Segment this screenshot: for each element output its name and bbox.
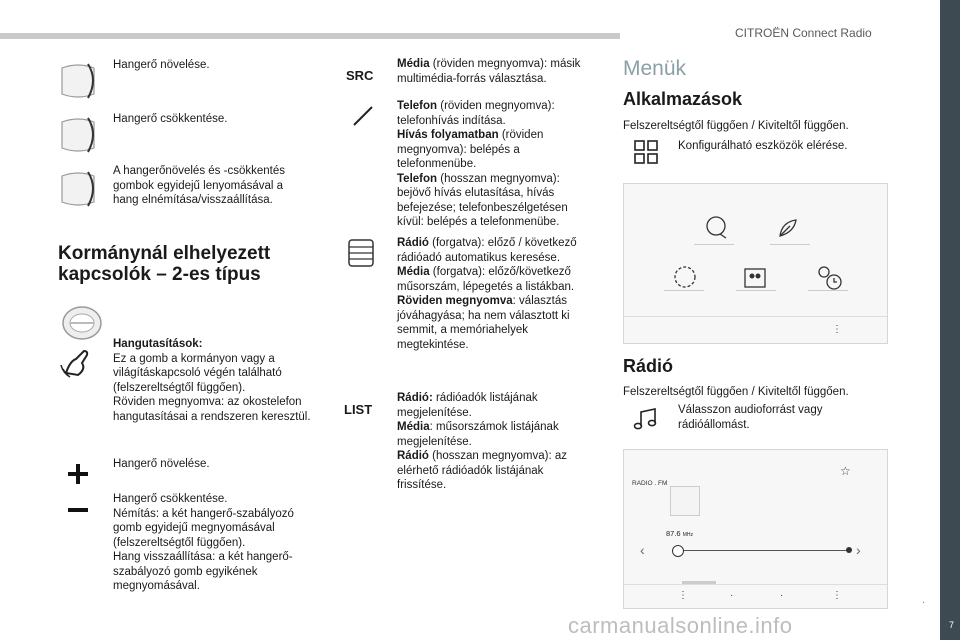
wheel-bold-3: Röviden megnyomva	[397, 295, 513, 307]
more-options-icon[interactable]: ⋮	[832, 324, 842, 335]
tel-bold-1: Telefon	[397, 100, 438, 112]
list-text-1: rádióadók listájának megjelenítése.	[397, 392, 538, 419]
presets-icon[interactable]: ⋮	[678, 590, 688, 601]
vol-down-text: Hangerő csökkentése.	[113, 113, 228, 125]
app-underline	[808, 290, 848, 291]
contacts-app-icon[interactable]	[742, 266, 768, 290]
src-text: (röviden megnyomva): másik multimédia-forrás választása.	[397, 58, 581, 85]
page-number: 7	[949, 620, 955, 630]
app-underline	[770, 244, 810, 245]
tel-text-3: (hosszan megnyomva): bejövő hívás elutasítása, hívás befejezése; telefonbeszélgetésen kívül: belépés a telefonmenübe.	[397, 172, 568, 228]
frequency-value: 87.6	[666, 529, 681, 538]
list-bold-3: Rádió	[397, 450, 429, 462]
wheel-bold-1: Rádió	[397, 237, 429, 249]
frequency-slider-thumb[interactable]	[672, 545, 684, 557]
apps-grid-icon	[633, 139, 659, 165]
frequency-unit: MHz	[682, 532, 693, 538]
frequency-slider-end	[846, 547, 852, 553]
radio-screen	[623, 449, 888, 609]
section-title-line1: Kormánynál elhelyezett	[58, 243, 271, 264]
radio-title: Rádió	[623, 356, 674, 376]
list-text-2: : műsorszámok listájának megjelenítése.	[397, 421, 559, 448]
tel-bold-3: Telefon	[397, 172, 438, 185]
wheel-block	[397, 236, 592, 352]
dot-icon[interactable]: ·	[730, 590, 734, 601]
tel-text-1: (röviden megnyomva): telefonhívás indítása.	[397, 100, 555, 127]
dot-icon[interactable]: ·	[780, 590, 784, 601]
right-edge-band	[940, 0, 960, 640]
wheel-text-1: (forgatva): előző / következő rádióadó automatikus keresése.	[397, 237, 577, 264]
list-block	[397, 391, 592, 493]
voice-block: Hangutasítások: Ez a gomb a kormányon vagy a világításkapcsoló végén található (felszereltségtől függően). Röviden megnyomva: az okostelefon hangutasításai a rendszeren keresztül.	[113, 337, 318, 424]
watermark: carmanualsonline.info	[568, 613, 793, 638]
header-title: CITROËN Connect Radio	[735, 26, 872, 40]
voice-title: Hangutasítások	[113, 338, 199, 350]
station-artwork	[670, 486, 700, 516]
more-options-icon[interactable]: ⋮	[832, 590, 842, 601]
climate-timer-app-icon[interactable]	[816, 264, 844, 292]
phone-icon	[350, 103, 376, 129]
list-label: LIST	[344, 402, 373, 417]
frequency-slider-track[interactable]	[672, 550, 850, 551]
plus-text: Hangerő növelése.	[113, 458, 210, 470]
screen-divider	[624, 316, 887, 317]
apps-title: Alkalmazások	[623, 89, 743, 109]
menu-title: Menük	[623, 57, 687, 80]
thumbwheel-icon	[346, 238, 376, 268]
music-note-icon	[633, 406, 659, 432]
volume-mute-button-icon	[58, 168, 102, 210]
app-underline	[736, 290, 776, 291]
app-underline	[664, 290, 704, 291]
radio-band-label: RADIO . FM	[632, 480, 668, 487]
eco-app-icon[interactable]	[774, 214, 804, 242]
src-bold: Média	[397, 58, 430, 70]
page-dots: .	[922, 594, 926, 606]
app-underline	[694, 244, 734, 245]
radio-subtitle: Felszereltségtől függően / Kiviteltől függően.	[623, 386, 849, 398]
wheel-bold-2: Média	[397, 266, 430, 278]
src-label: SRC	[346, 68, 374, 83]
src-block	[397, 57, 597, 86]
voice-command-icon	[60, 345, 94, 379]
favorite-star-icon[interactable]: ☆	[840, 464, 851, 478]
wheel-text-3: : választás jóváhagyása; ha nem választott ki semmit, a memóriahelyek megtekintése.	[397, 295, 570, 351]
list-bold-1: Rádió:	[397, 392, 433, 404]
voice-text: Ez a gomb a kormányon vagy a világításkapcsoló végén található (felszereltségtől függően). Röviden megnyomva: az okostelefon hangutasításai a rendszeren keresztül.	[113, 352, 311, 423]
minus-text: Hangerő csökkentése. Némítás: a két hangerő-szabályozó gomb egyidejű megnyomásával (felszereltségtől függően). Hang visszaállítása: a két hangerő-szabályozó gomb egyikének megnyomásával.	[113, 493, 294, 592]
next-arrow-icon[interactable]: ›	[856, 542, 861, 558]
top-divider-bar	[0, 33, 620, 39]
section-title-line2: kapcsolók – 2-es típus	[58, 264, 261, 285]
mute-text: A hangerőnövelés és -csökkentés gombok egyidejű lenyomásával a hang elnémítása/visszaállítása.	[113, 165, 285, 206]
apps-subtitle: Felszereltségtől függően / Kiviteltől függően.	[623, 120, 849, 132]
volume-up-button-icon	[58, 60, 102, 102]
minus-icon	[66, 506, 90, 514]
sms-app-icon[interactable]	[704, 214, 734, 242]
radio-desc: Válasszon audioforrást vagy rádióállomást.	[678, 404, 823, 431]
frequency-readout	[666, 529, 693, 538]
apps-screen	[623, 183, 888, 344]
wheel-text-2: (forgatva): előző/következő műsorszám, lépegetés a listákban.	[397, 266, 575, 293]
section-title	[58, 243, 318, 285]
plus-icon	[66, 462, 90, 486]
volume-down-button-icon	[58, 114, 102, 156]
screen-divider	[624, 584, 887, 585]
list-text-3: (hosszan megnyomva): az elérhető rádióadók listájának frissítése.	[397, 450, 568, 491]
driving-app-icon[interactable]	[672, 264, 698, 290]
vol-up-text: Hangerő növelése.	[113, 59, 210, 71]
tel-bold-2: Hívás folyamatban	[397, 129, 499, 141]
steering-wheel-icon	[60, 303, 104, 343]
phone-block	[397, 99, 592, 230]
apps-desc: Konfigurálható eszközök elérése.	[678, 140, 848, 152]
previous-arrow-icon[interactable]: ‹	[640, 542, 645, 558]
list-bold-2: Média	[397, 421, 430, 433]
tel-text-2: (röviden megnyomva): belépés a telefonmenübe.	[397, 129, 544, 170]
